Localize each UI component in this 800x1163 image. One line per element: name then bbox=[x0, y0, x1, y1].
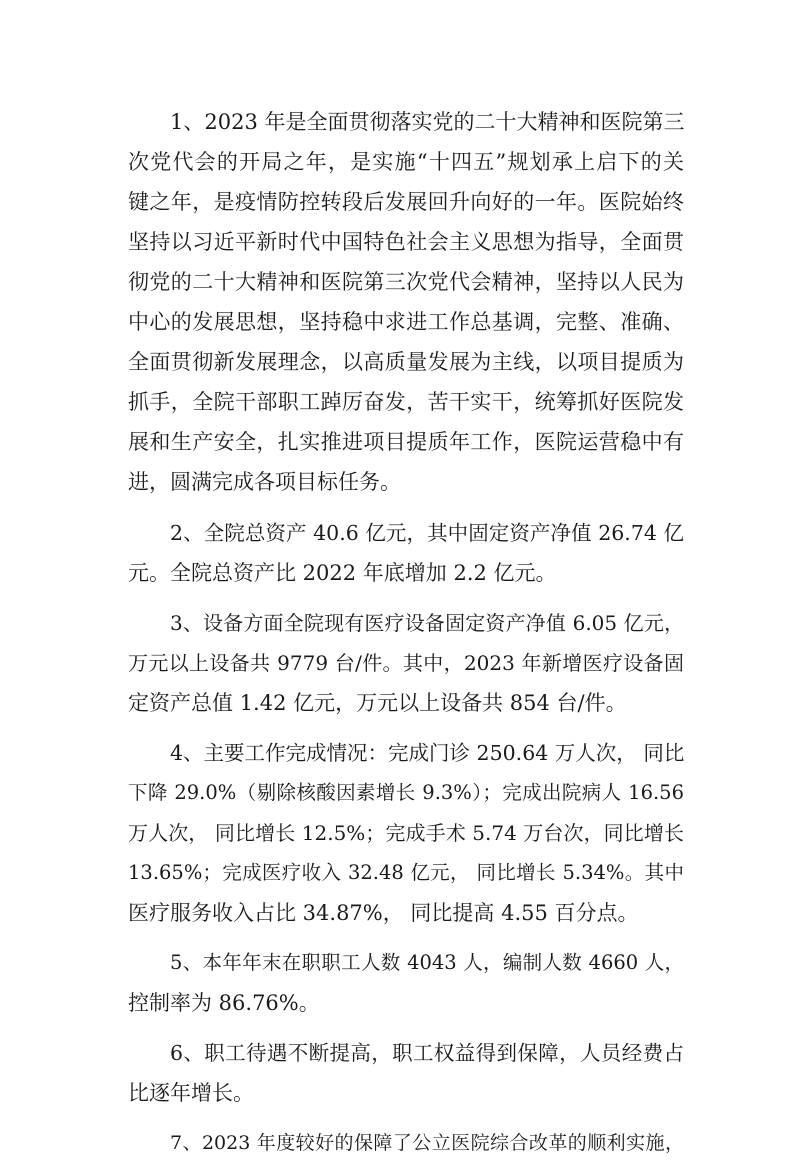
paragraph-4-line-3: 万人次， 同比增长 12.5%；完成手术 5.74 万台次，同比增长 bbox=[128, 821, 684, 845]
paragraph-3-line-2: 万元以上设备共 9779 台/件。其中，2023 年新增医疗设备固 bbox=[128, 651, 684, 675]
paragraph-1-line-10: 进，圆满完成各项目标任务。 bbox=[128, 470, 401, 494]
paragraph-4-line-4: 13.65%；完成医疗收入 32.48 亿元， 同比增长 5.34%。其中 bbox=[128, 861, 684, 884]
paragraph-1-line-1: 1、2023 年是全面贯彻落实党的二十大精神和医院第三 bbox=[170, 110, 685, 134]
paragraph-5-line-1: 5、本年年末在职职工人数 4043 人，编制人数 4660 人， bbox=[170, 951, 684, 974]
paragraph-2-line-1: 2、全院总资产 40.6 亿元，其中固定资产净值 26.74 亿 bbox=[170, 521, 684, 545]
paragraph-6-line-1: 6、职工待遇不断提高，职工权益得到保障，人员经费占 bbox=[170, 1041, 684, 1065]
paragraph-2-line-2: 元。全院总资产比 2022 年底增加 2.2 亿元。 bbox=[128, 561, 557, 585]
paragraph-1-line-4: 坚持以习近平新时代中国特色社会主义思想为指导，全面贯 bbox=[128, 230, 684, 254]
paragraph-3-line-1: 3、设备方面全院现有医疗设备固定资产净值 6.05 亿元， bbox=[170, 611, 684, 635]
paragraph-3-line-3: 定资产总值 1.42 亿元，万元以上设备共 854 台/件。 bbox=[128, 691, 627, 715]
paragraph-1-line-5: 彻党的二十大精神和医院第三次党代会精神，坚持以人民为 bbox=[128, 270, 684, 294]
paragraph-4-line-2: 下降 29.0%（剔除核酸因素增长 9.3%）；完成出院病人 16.56 bbox=[128, 781, 684, 804]
paragraph-1-line-8: 抓手，全院干部职工踔厉奋发，苦干实干，统筹抓好医院发 bbox=[128, 390, 684, 414]
paragraph-1-line-2: 次党代会的开局之年，是实施“十四五”规划承上启下的关 bbox=[128, 150, 684, 174]
paragraph-6-line-2: 比逐年增长。 bbox=[128, 1081, 254, 1105]
paragraph-1-line-9: 展和生产安全，扎实推进项目提质年工作，医院运营稳中有 bbox=[128, 430, 684, 454]
paragraph-7-line-1: 7、2023 年度较好的保障了公立医院综合改革的顺利实施， bbox=[170, 1132, 684, 1154]
paragraph-4-line-1: 4、主要工作完成情况：完成门诊 250.64 万人次， 同比 bbox=[170, 741, 685, 765]
paragraph-5-line-2: 控制率为 86.76%。 bbox=[128, 991, 320, 1015]
paragraph-1-line-3: 键之年，是疫情防控转段后发展回升向好的一年。医院始终 bbox=[128, 190, 684, 214]
paragraph-1-line-6: 中心的发展思想，坚持稳中求进工作总基调，完整、准确、 bbox=[128, 310, 684, 334]
paragraph-1-line-7: 全面贯彻新发展理念，以高质量发展为主线，以项目提质为 bbox=[128, 350, 684, 374]
paragraph-4-line-5: 医疗服务收入占比 34.87%， 同比提高 4.55 百分点。 bbox=[128, 901, 639, 925]
